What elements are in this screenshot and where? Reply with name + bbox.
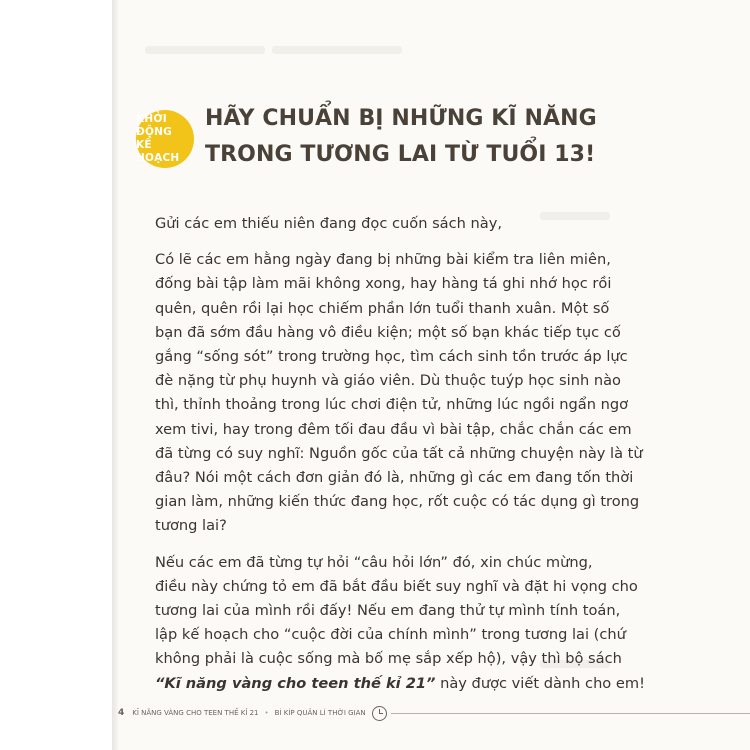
paragraph-1-line: tương lai? [155,517,227,535]
book-name: BÍ KÍP QUẢN LÍ THỜI GIAN [274,709,366,717]
series-name: KĨ NĂNG VÀNG CHO TEEN THẾ KỈ 21 [132,709,259,717]
paragraph-1-line: đè nặng từ phụ huynh và giáo viên. Dù thuộc tuýp học sinh nào [155,372,621,390]
footer-rule [391,713,750,714]
body-text [155,212,645,708]
paragraph-1-line: Có lẽ các em hằng ngày đang bị những bài kiểm tra liên miên, [155,251,611,269]
page-number: 4 [118,708,125,718]
footer-separator: • [264,709,269,717]
paragraph-1-line: đâu? Nói một cách đơn giản đó là, những gì các em đang tốn thời [155,469,634,487]
book-series-title: “Kĩ năng vàng cho teen thế kỉ 21” [155,674,436,692]
bleed-through-line [272,46,402,54]
paragraph-2 [155,551,645,696]
paragraph-1-line: đã từng có suy nghĩ: Nguồn gốc của tất cả những chuyện này là từ [155,444,643,462]
greeting-line: Gửi các em thiếu niên đang đọc cuốn sách này, [155,215,503,232]
title-line-1: HÃY CHUẨN BỊ NHỮNG KĨ NĂNG [205,106,597,131]
paragraph-1-line: quên, quên rồi lại học chiếm phần lớn tuổi thanh xuân. Một số [155,299,610,317]
badge-line-2: KẾ HOẠCH [136,139,180,164]
paragraph-2-line: không phải là cuộc sống mà bố mẹ sắp xếp hộ), vậy thì bộ sách [155,650,622,668]
paragraph-1-line: gian làm, những kiến thức đang học, rốt cuộc có tác dụng gì trong [155,493,640,511]
paragraph-1-line: đống bài tập làm mãi không xong, hay hàng tá ghi nhớ học rồi [155,275,612,293]
bleed-through-line [145,46,265,54]
chapter-title [205,101,597,173]
paragraph-2-last-line [155,672,645,696]
greeting-paragraph [155,212,625,236]
paragraph-1-line: xem tivi, hay trong đêm tối đau đầu vì bài tập, chắc chắn các em [155,420,632,438]
section-badge [136,110,194,168]
paragraph-1-line: bạn đã sớm đầu hàng vô điều kiện; một số bạn khác tiếp tục cố [155,323,621,341]
paragraph-2-last-text: này được viết dành cho em! [435,674,645,692]
badge-line-1: KHỞI ĐỘNG [136,113,172,138]
paragraph-2-line: tương lai của mình rồi đấy! Nếu em đang thử tự mình tính toán, [155,602,621,620]
paragraph-2-line: Nếu các em đã từng tự hỏi “câu hỏi lớn” đó, xin chúc mừng, [155,553,593,571]
paragraph-1 [155,248,643,538]
paragraph-1-line: gắng “sống sót” trong trường học, tìm cách sinh tồn trước áp lực [155,348,628,366]
title-line-2: TRONG TƯƠNG LAI TỪ TUỔI 13! [205,142,596,167]
page-footer [118,705,750,721]
clock-icon [372,706,387,721]
paragraph-2-line: điều này chứng tỏ em đã bắt đầu biết suy nghĩ và đặt hi vọng cho [155,577,638,595]
paragraph-1-line: thì, thỉnh thoảng trong lúc chơi điện tử, những lúc ngồi ngẩn ngơ [155,396,629,414]
paragraph-2-line: lập kế hoạch cho “cuộc đời của chính mình” trong tương lai (chứ [155,626,626,644]
